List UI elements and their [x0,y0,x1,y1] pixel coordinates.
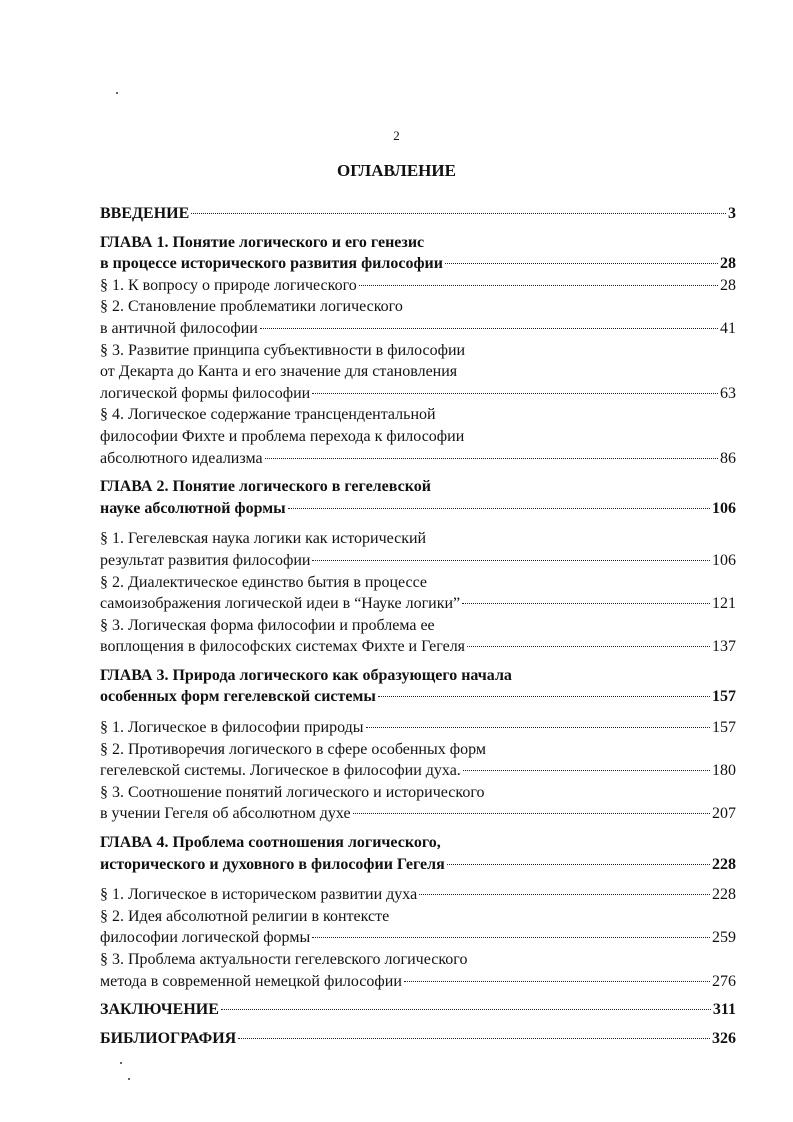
toc-entry-page: 121 [712,595,736,613]
toc-entry-label: § 2. Диалектическое единство бытия в процессе [100,573,428,591]
dot-leader [312,559,710,561]
toc-line [100,448,736,470]
toc-entry-label: философии Фихте и проблема перехода к философии [100,427,465,445]
toc-entry-label: метода в современной немецкой философии [100,972,402,990]
toc-section-4-2 [100,906,736,949]
dot-leader [467,645,710,647]
dot-leader [221,1008,711,1010]
toc-entry-page: 259 [712,929,736,947]
toc-entry-label: в процессе исторического развития философии [100,255,443,273]
toc-section-1-1 [100,275,736,297]
toc-line [100,636,736,658]
toc-chapter-1 [100,232,736,275]
toc-entry-page: 276 [712,972,736,990]
toc-entry-label: гегелевской системы. Логическое в философии духа. [100,762,461,780]
toc-entry-page: 326 [712,1029,736,1047]
toc-section-1-4 [100,404,736,469]
toc-section-1-3 [100,340,736,405]
dot-leader [366,726,711,728]
toc-line [100,275,736,297]
toc-line [100,971,736,993]
toc-line [100,361,736,383]
toc-entry-label: в античной философии [100,319,258,337]
toc-entry-page: 228 [712,886,736,904]
toc-line [100,782,736,804]
toc-entry-label: § 2. Становление проблематики логического [100,298,403,316]
toc-line [100,253,736,275]
dot-leader [404,980,710,982]
toc-section-2-3 [100,615,736,658]
toc-line [100,760,736,782]
toc-entry-page: 311 [712,1001,736,1019]
toc-line [100,615,736,637]
toc-entry-page: 28 [720,255,736,273]
dot-leader [260,327,718,329]
toc-entry-label: § 4. Логическое содержание трансцендентальной [100,406,436,424]
toc-entry-page: 137 [712,638,736,656]
toc-line [100,404,736,426]
toc-entry-bibliography [100,1028,736,1050]
toc-entry-page: 28 [720,276,736,294]
dot-leader [463,769,710,771]
toc-line [100,296,736,318]
toc-entry-page: 157 [712,719,736,737]
toc-entry-page: 157 [712,688,736,706]
toc-entry-label: § 3. Проблема актуальности гегелевского логического [100,951,468,968]
toc-entry-label: ГЛАВА 1. Понятие логического и его генезис [100,233,425,251]
toc-title: ОГЛАВЛЕНИЕ [337,161,456,180]
scan-speck [128,1078,130,1080]
toc-entry-label: особенных форм гегелевской системы [100,688,376,706]
toc-entry-label: философии логической формы [100,929,311,947]
toc-entry-label: § 3. Логическая форма философии и проблема ее [100,616,435,634]
toc-section-2-1 [100,528,736,571]
toc-line [100,906,736,928]
toc-entry-label: самоизображения логической идеи в “Науке логики” [100,595,461,613]
toc-entry-page: 41 [720,319,736,337]
toc-entry-label: от Декарта до Канта и его значение для становления [100,363,458,381]
dot-leader [288,507,710,509]
toc-line [100,717,736,739]
dot-leader [359,284,718,286]
toc-entry-page: 207 [712,805,736,823]
chapter-list [100,225,736,993]
toc-line [100,572,736,594]
toc-section-4-3 [100,949,736,992]
toc-entry-conclusion [100,999,736,1021]
toc-line [100,476,736,498]
toc-entry-label: воплощения в философских системах Фихте и Гегеля [100,638,466,656]
page-number: 2 [393,128,400,143]
toc-entry-introduction [100,203,736,225]
toc-line [100,593,736,615]
toc-line [100,854,736,876]
toc-entry-page: 228 [712,855,736,873]
toc-section-3-2 [100,739,736,782]
toc-section-2-2 [100,572,736,615]
dot-leader [312,392,718,394]
toc-line [100,832,736,854]
toc-section-4-1 [100,884,736,906]
toc-line [100,318,736,340]
dot-leader [353,812,710,814]
toc-entry-label: § 3. Развитие принципа субъективности в философии [100,341,466,359]
toc-line [100,803,736,825]
toc-entry-label: ГЛАВА 2. Понятие логического в гегелевской [100,478,431,496]
toc-chapter-2 [100,476,736,519]
dot-leader [445,262,718,264]
dot-leader [419,893,710,895]
toc-line [100,383,736,405]
toc-entry-label: § 2. Противоречия логического в сфере особенных форм [100,740,486,758]
toc-entry-label: в учении Гегеля об абсолютном духе [100,805,351,823]
toc-section-3-3 [100,782,736,825]
toc-line [100,739,736,761]
toc-entry-label: абсолютного идеализма [100,449,263,467]
toc-entry-label: § 1. Логическое в историческом развитии духа [100,886,418,904]
toc-entry-label: ВВЕДЕНИЕ [100,205,190,222]
toc-entry-label: § 2. Идея абсолютной религии в контексте [100,907,390,925]
toc-entry-page: 106 [712,499,736,517]
toc-line [100,528,736,550]
scan-speck [116,92,118,94]
toc-entry-label: БИБЛИОГРАФИЯ [100,1029,237,1047]
toc-line [100,665,736,687]
toc-entry-label: ГЛАВА 4. Проблема соотношения логического, [100,834,441,852]
toc-entry-label: исторического и духовного в философии Гегеля [100,855,445,873]
dot-leader [447,863,710,865]
dot-leader [462,602,710,604]
toc-entry-label: § 1. Гегелевская наука логики как исторический [100,530,427,548]
toc-entry-page: 63 [720,384,736,402]
toc-line [100,884,736,906]
toc-section-3-1 [100,717,736,739]
toc-line [100,426,736,448]
table-of-contents [100,203,736,1049]
toc-line [100,340,736,362]
toc-entry-page: 3 [728,205,736,222]
toc-chapter-4 [100,832,736,875]
scan-speck [120,1062,122,1064]
toc-entry-label: результат развития философии [100,551,311,569]
toc-line [100,550,736,572]
toc-entry-page: 86 [720,449,736,467]
dot-leader [191,212,726,214]
toc-entry-label: ЗАКЛЮЧЕНИЕ [100,1001,219,1019]
dot-leader [312,936,710,938]
toc-entry-label: ГЛАВА 3. Природа логического как образующего начала [100,666,512,684]
toc-entry-page: 180 [712,762,736,780]
toc-entry-page: 106 [712,551,736,569]
toc-chapter-3 [100,665,736,708]
dot-leader [265,457,718,459]
toc-entry-label: науке абсолютной формы [100,499,286,517]
toc-section-1-2 [100,296,736,339]
dot-leader [378,695,710,697]
dot-leader [238,1037,710,1039]
toc-entry-label: логической формы философии [100,384,311,402]
toc-line [100,232,736,254]
toc-line [100,949,736,971]
toc-line [100,498,736,520]
toc-line [100,686,736,708]
toc-entry-label: § 3. Соотношение понятий логического и исторического [100,783,485,801]
toc-line [100,927,736,949]
toc-entry-label: § 1. К вопросу о природе логического [100,276,357,294]
toc-entry-label: § 1. Логическое в философии природы [100,719,364,737]
